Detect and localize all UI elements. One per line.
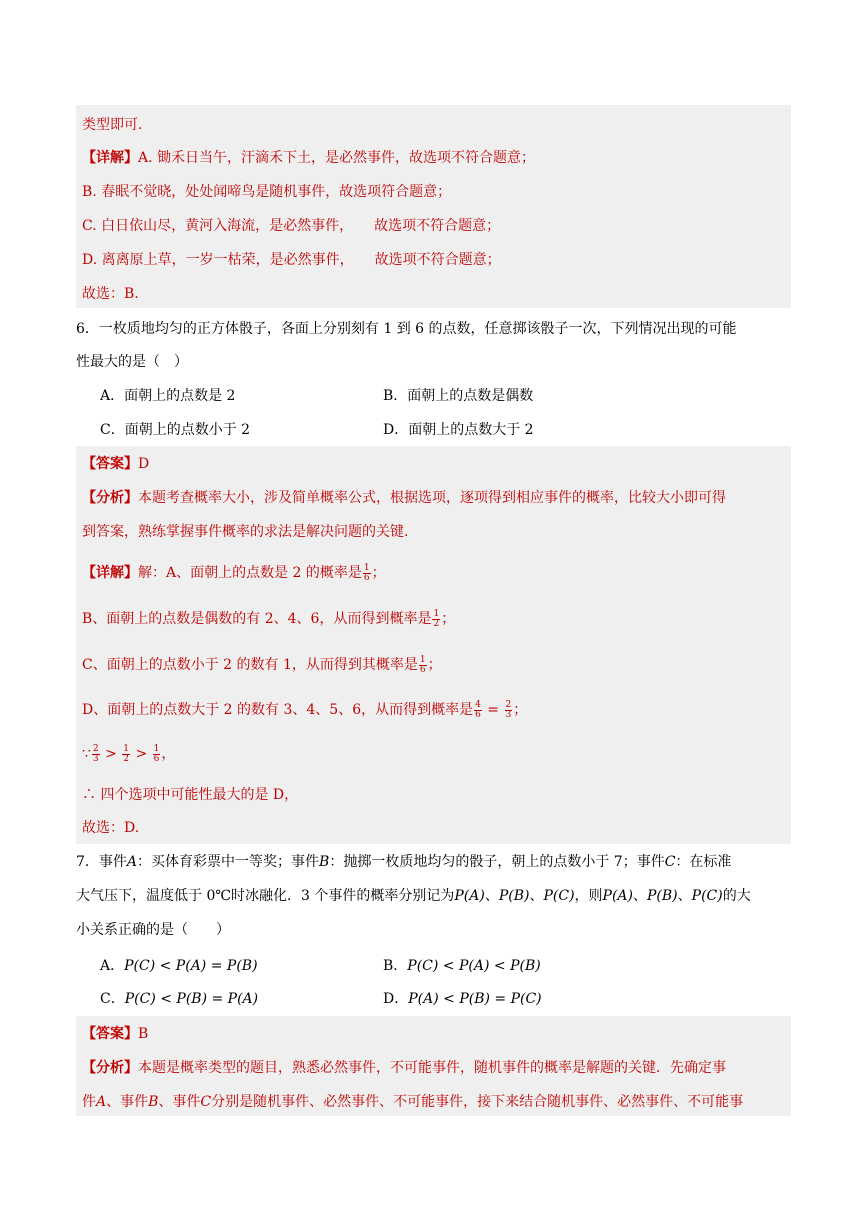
detail-b: B. 春眠不觉晓，处处闻啼鸟是随机事件，故选项符合题意； — [82, 184, 452, 200]
q6-stem-line2: 性最大的是（ ） — [76, 354, 188, 370]
q7-option-b: B．P(C) < P(A) < P(B) — [383, 958, 541, 974]
detail-text: D、面朝上的点数大于 2 的数有 3、4、5、6，从而得到概率是 — [82, 702, 474, 718]
detail-text: B、面朝上的点数是偶数的有 2、4、6，从而得到概率是 — [82, 611, 432, 627]
fraction: $\frac{2}{3}$ — [92, 743, 99, 764]
q6-detail-b: B、面朝上的点数是偶数的有 2、4、6，从而得到概率是 $\frac{1}{2}$ ； — [82, 608, 456, 629]
q7-analysis-line2: 件A、事件B、事件C分别是随机事件、必然事件、不可能事件，接下来结合随机事件、必然事件、不可能事 — [82, 1094, 744, 1110]
q6-choice: 故选：D. — [82, 820, 140, 836]
q6-stem-line1: 6．一枚质地均匀的正方体骰子，各面上分别刻有 1 到 6 的点数，任意掷该骰子一次，下列情况出现的可能 — [76, 321, 737, 337]
analysis-tag: 【分析】 — [82, 1060, 138, 1076]
q6-therefore: ∴ 四个选项中可能性最大的是 D， — [82, 787, 299, 803]
q7-stem-line2: 大气压下，温度低于 0℃时冰融化．3 个事件的概率分别记为P(A)、P(B)、P(C)，则P(A)、P(B)、P(C)的大 — [76, 888, 751, 904]
q7-analysis-line1 — [82, 1058, 726, 1078]
answer-tag: 【答案】 — [82, 456, 138, 472]
q6-detail-c: C、面朝上的点数小于 2 的数有 1，从而得到其概率是 $\frac{1}{6}$ ； — [82, 654, 442, 675]
q6-detail-d: D、面朝上的点数大于 2 的数有 3、4、5、6，从而得到概率是 $\frac{4}{6}$ = $\frac{2}{3}$ ； — [82, 699, 528, 720]
fraction: $\frac{1}{6}$ — [363, 562, 370, 583]
q7-stem-line3: 小关系正确的是（ ） — [76, 922, 230, 938]
q7-option-c: C．P(C) < P(B) = P(A) — [100, 991, 259, 1007]
q6-analysis-line2: 到答案，熟练掌握事件概率的求法是解决问题的关键. — [82, 524, 409, 540]
q6-detail-a: 【详解】解：A、面朝上的点数是 2 的概率是 $\frac{1}{6}$ ； — [82, 562, 386, 583]
detail-a — [82, 148, 535, 168]
detail-tag: 【详解】 — [82, 150, 138, 166]
q7-stem-line1: 7．事件A：买体育彩票中一等奖；事件B：抛掷一枚质地均匀的骰子，朝上的点数小于 7；事件C：在标准 — [76, 854, 732, 870]
q6-option-c: C．面朝上的点数小于 2 — [100, 422, 251, 438]
analysis-tag: 【分析】 — [82, 490, 138, 506]
detail-text: 解：A、面朝上的点数是 2 的概率是 — [138, 565, 362, 581]
fraction: $\frac{2}{3}$ — [505, 699, 512, 720]
answer-value: B — [138, 1026, 149, 1042]
detail-d: D. 离离原上草，一岁一枯荣，是必然事件， 故选项不符合题意； — [82, 252, 501, 268]
choice: 故选：B. — [82, 286, 139, 302]
q6-comparison: ∵ $\frac{2}{3}$ > $\frac{1}{2}$ > $\frac{1}{6}$ ， — [82, 743, 176, 764]
fraction: $\frac{1}{6}$ — [419, 654, 426, 675]
detail-a-text: A. 锄禾日当午，汗滴禾下土，是必然事件，故选项不符合题意； — [138, 150, 536, 166]
q7-option-d: D．P(A) < P(B) = P(C) — [383, 991, 542, 1007]
q6-option-b: B．面朝上的点数是偶数 — [383, 388, 534, 404]
fraction: $\frac{1}{2}$ — [433, 608, 440, 629]
solution-box-1 — [76, 105, 791, 308]
fraction: $\frac{4}{6}$ — [475, 699, 481, 720]
q7-answer — [82, 1024, 148, 1044]
analysis-text: 本题考查概率大小，涉及简单概率公式，根据选项，逐项得到相应事件的概率，比较大小即可得 — [138, 490, 726, 506]
detail-c: C. 白日依山尽，黄河入海流，是必然事件， 故选项不符合题意； — [82, 218, 501, 234]
fraction: $\frac{1}{2}$ — [123, 743, 130, 764]
q6-option-a: A．面朝上的点数是 2 — [100, 388, 236, 404]
answer-value: D — [138, 456, 150, 472]
detail-tag: 【详解】 — [82, 565, 138, 581]
q6-answer — [82, 454, 149, 474]
q6-analysis-line1 — [82, 488, 726, 508]
analysis-text: 本题是概率类型的题目，熟悉必然事件，不可能事件，随机事件的概率是解题的关键．先确定事 — [138, 1060, 726, 1076]
fraction: $\frac{1}{6}$ — [153, 743, 160, 764]
answer-tag: 【答案】 — [82, 1026, 138, 1042]
solution-continuation: 类型即可. — [82, 117, 143, 133]
detail-text: C、面朝上的点数小于 2 的数有 1，从而得到其概率是 — [82, 657, 418, 673]
q6-option-d: D．面朝上的点数大于 2 — [383, 422, 534, 438]
q7-option-a: A．P(C) < P(A) = P(B) — [100, 958, 258, 974]
